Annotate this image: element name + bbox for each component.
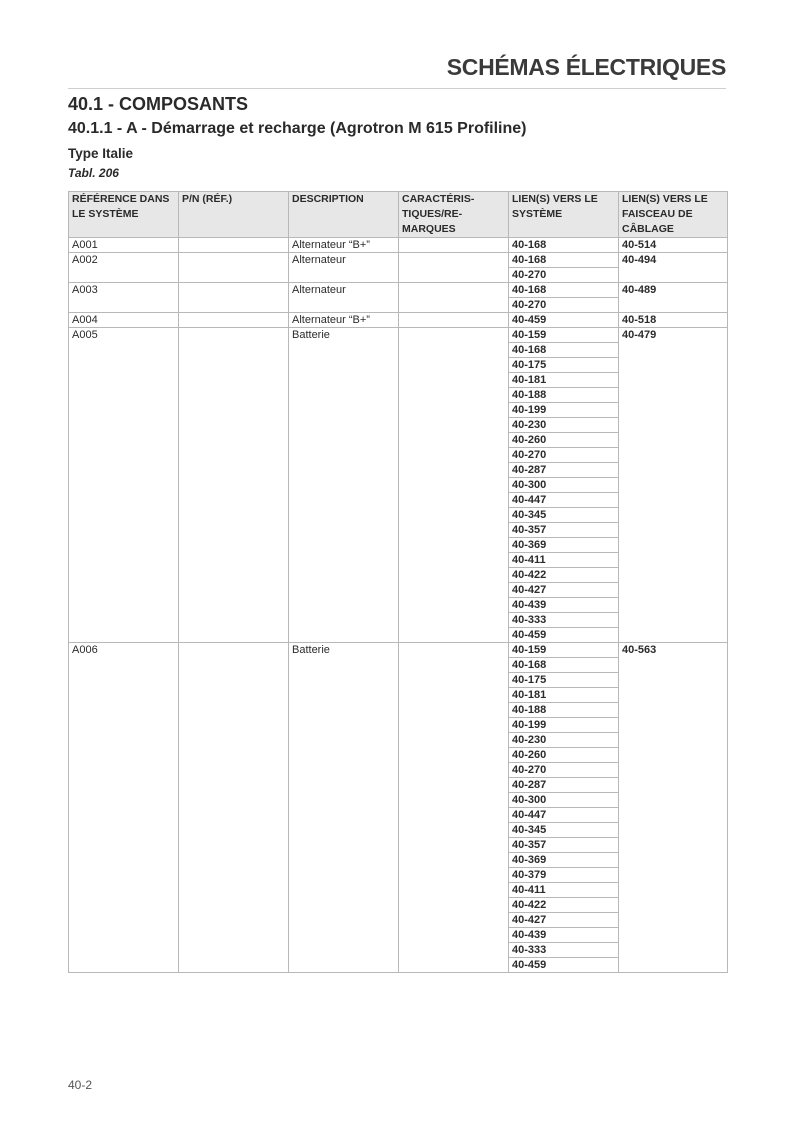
cell-system-link: 40-188 (509, 703, 619, 718)
cell-system-link: 40-411 (509, 883, 619, 898)
cell-system-link: 40-199 (509, 403, 619, 418)
cell-system-link: 40-168 (509, 253, 619, 268)
table-row (69, 313, 728, 328)
table-row (69, 643, 728, 658)
cell-system-link: 40-459 (509, 313, 619, 328)
cell-system-link: 40-230 (509, 418, 619, 433)
cell-system-link: 40-188 (509, 388, 619, 403)
cell-system-link: 40-230 (509, 733, 619, 748)
cell-description: Batterie (289, 643, 399, 973)
table-label: Tabl. 206 (68, 166, 119, 180)
cell-system-link: 40-168 (509, 283, 619, 298)
subsection-title: 40.1.1 - A - Démarrage et recharge (Agrotron M 615 Profiline) (68, 120, 527, 137)
column-header-system-links: LIEN(S) VERS LE SYSTÈME (509, 192, 619, 238)
cell-system-link: 40-181 (509, 373, 619, 388)
type-label: Type Italie (68, 146, 134, 161)
cell-system-link: 40-175 (509, 673, 619, 688)
cell-remarks (399, 313, 509, 328)
cell-system-link: 40-447 (509, 493, 619, 508)
cell-pn (179, 313, 289, 328)
cell-system-link: 40-439 (509, 598, 619, 613)
cell-system-link: 40-357 (509, 838, 619, 853)
cell-system-link: 40-168 (509, 238, 619, 253)
cell-system-link: 40-379 (509, 868, 619, 883)
cell-description: Alternateur “B+” (289, 313, 399, 328)
cell-remarks (399, 253, 509, 283)
cell-system-link: 40-300 (509, 793, 619, 808)
cell-system-link: 40-369 (509, 853, 619, 868)
cell-system-link: 40-369 (509, 538, 619, 553)
cell-system-link: 40-422 (509, 568, 619, 583)
column-header-reference: RÉFÉRENCE DANS LE SYSTÈME (69, 192, 179, 238)
cell-remarks (399, 643, 509, 973)
cell-reference: A004 (69, 313, 179, 328)
table-row (69, 238, 728, 253)
cell-pn (179, 283, 289, 313)
table-header-row (69, 192, 728, 238)
header-divider (68, 88, 726, 89)
column-header-description: DESCRIPTION (289, 192, 399, 238)
cell-remarks (399, 238, 509, 253)
cell-system-link: 40-439 (509, 928, 619, 943)
cell-system-link: 40-422 (509, 898, 619, 913)
cell-reference: A002 (69, 253, 179, 283)
cell-system-link: 40-159 (509, 643, 619, 658)
cell-system-link: 40-427 (509, 913, 619, 928)
cell-system-link: 40-459 (509, 958, 619, 973)
cell-harness-link: 40-514 (619, 238, 728, 253)
cell-reference: A006 (69, 643, 179, 973)
cell-system-link: 40-270 (509, 268, 619, 283)
cell-system-link: 40-345 (509, 508, 619, 523)
page-number: 40-2 (68, 1078, 93, 1092)
section-title: 40.1 - COMPOSANTS (68, 94, 249, 114)
cell-description: Alternateur “B+” (289, 238, 399, 253)
cell-system-link: 40-459 (509, 628, 619, 643)
table-row (69, 253, 728, 268)
table-row (69, 328, 728, 343)
cell-system-link: 40-159 (509, 328, 619, 343)
cell-system-link: 40-411 (509, 553, 619, 568)
cell-system-link: 40-333 (509, 943, 619, 958)
cell-system-link: 40-199 (509, 718, 619, 733)
cell-system-link: 40-260 (509, 748, 619, 763)
cell-harness-link: 40-479 (619, 328, 728, 643)
cell-system-link: 40-300 (509, 478, 619, 493)
cell-remarks (399, 328, 509, 643)
column-header-harness-links: LIEN(S) VERS LE FAISCEAU DE CÂBLAGE (619, 192, 728, 238)
cell-remarks (399, 283, 509, 313)
cell-pn (179, 328, 289, 643)
cell-system-link: 40-447 (509, 808, 619, 823)
cell-system-link: 40-168 (509, 343, 619, 358)
column-header-pn: P/N (RÉF.) (179, 192, 289, 238)
table-body (69, 238, 728, 973)
cell-system-link: 40-427 (509, 583, 619, 598)
cell-system-link: 40-175 (509, 358, 619, 373)
cell-system-link: 40-270 (509, 763, 619, 778)
cell-system-link: 40-181 (509, 688, 619, 703)
components-table (68, 191, 728, 973)
cell-system-link: 40-168 (509, 658, 619, 673)
cell-system-link: 40-270 (509, 298, 619, 313)
cell-reference: A003 (69, 283, 179, 313)
cell-harness-link: 40-563 (619, 643, 728, 973)
cell-harness-link: 40-518 (619, 313, 728, 328)
cell-system-link: 40-260 (509, 433, 619, 448)
cell-system-link: 40-333 (509, 613, 619, 628)
page-header-title: SCHÉMAS ÉLECTRIQUES (446, 54, 726, 80)
cell-system-link: 40-270 (509, 448, 619, 463)
column-header-remarks: CARACTÉRIS-TIQUES/RE-MARQUES (399, 192, 509, 238)
table-row (69, 283, 728, 298)
cell-description: Batterie (289, 328, 399, 643)
cell-description: Alternateur (289, 283, 399, 313)
cell-harness-link: 40-489 (619, 283, 728, 313)
cell-reference: A005 (69, 328, 179, 643)
cell-harness-link: 40-494 (619, 253, 728, 283)
cell-system-link: 40-357 (509, 523, 619, 538)
cell-system-link: 40-345 (509, 823, 619, 838)
cell-reference: A001 (69, 238, 179, 253)
cell-system-link: 40-287 (509, 463, 619, 478)
cell-description: Alternateur (289, 253, 399, 283)
cell-pn (179, 238, 289, 253)
cell-pn (179, 643, 289, 973)
cell-system-link: 40-287 (509, 778, 619, 793)
cell-pn (179, 253, 289, 283)
